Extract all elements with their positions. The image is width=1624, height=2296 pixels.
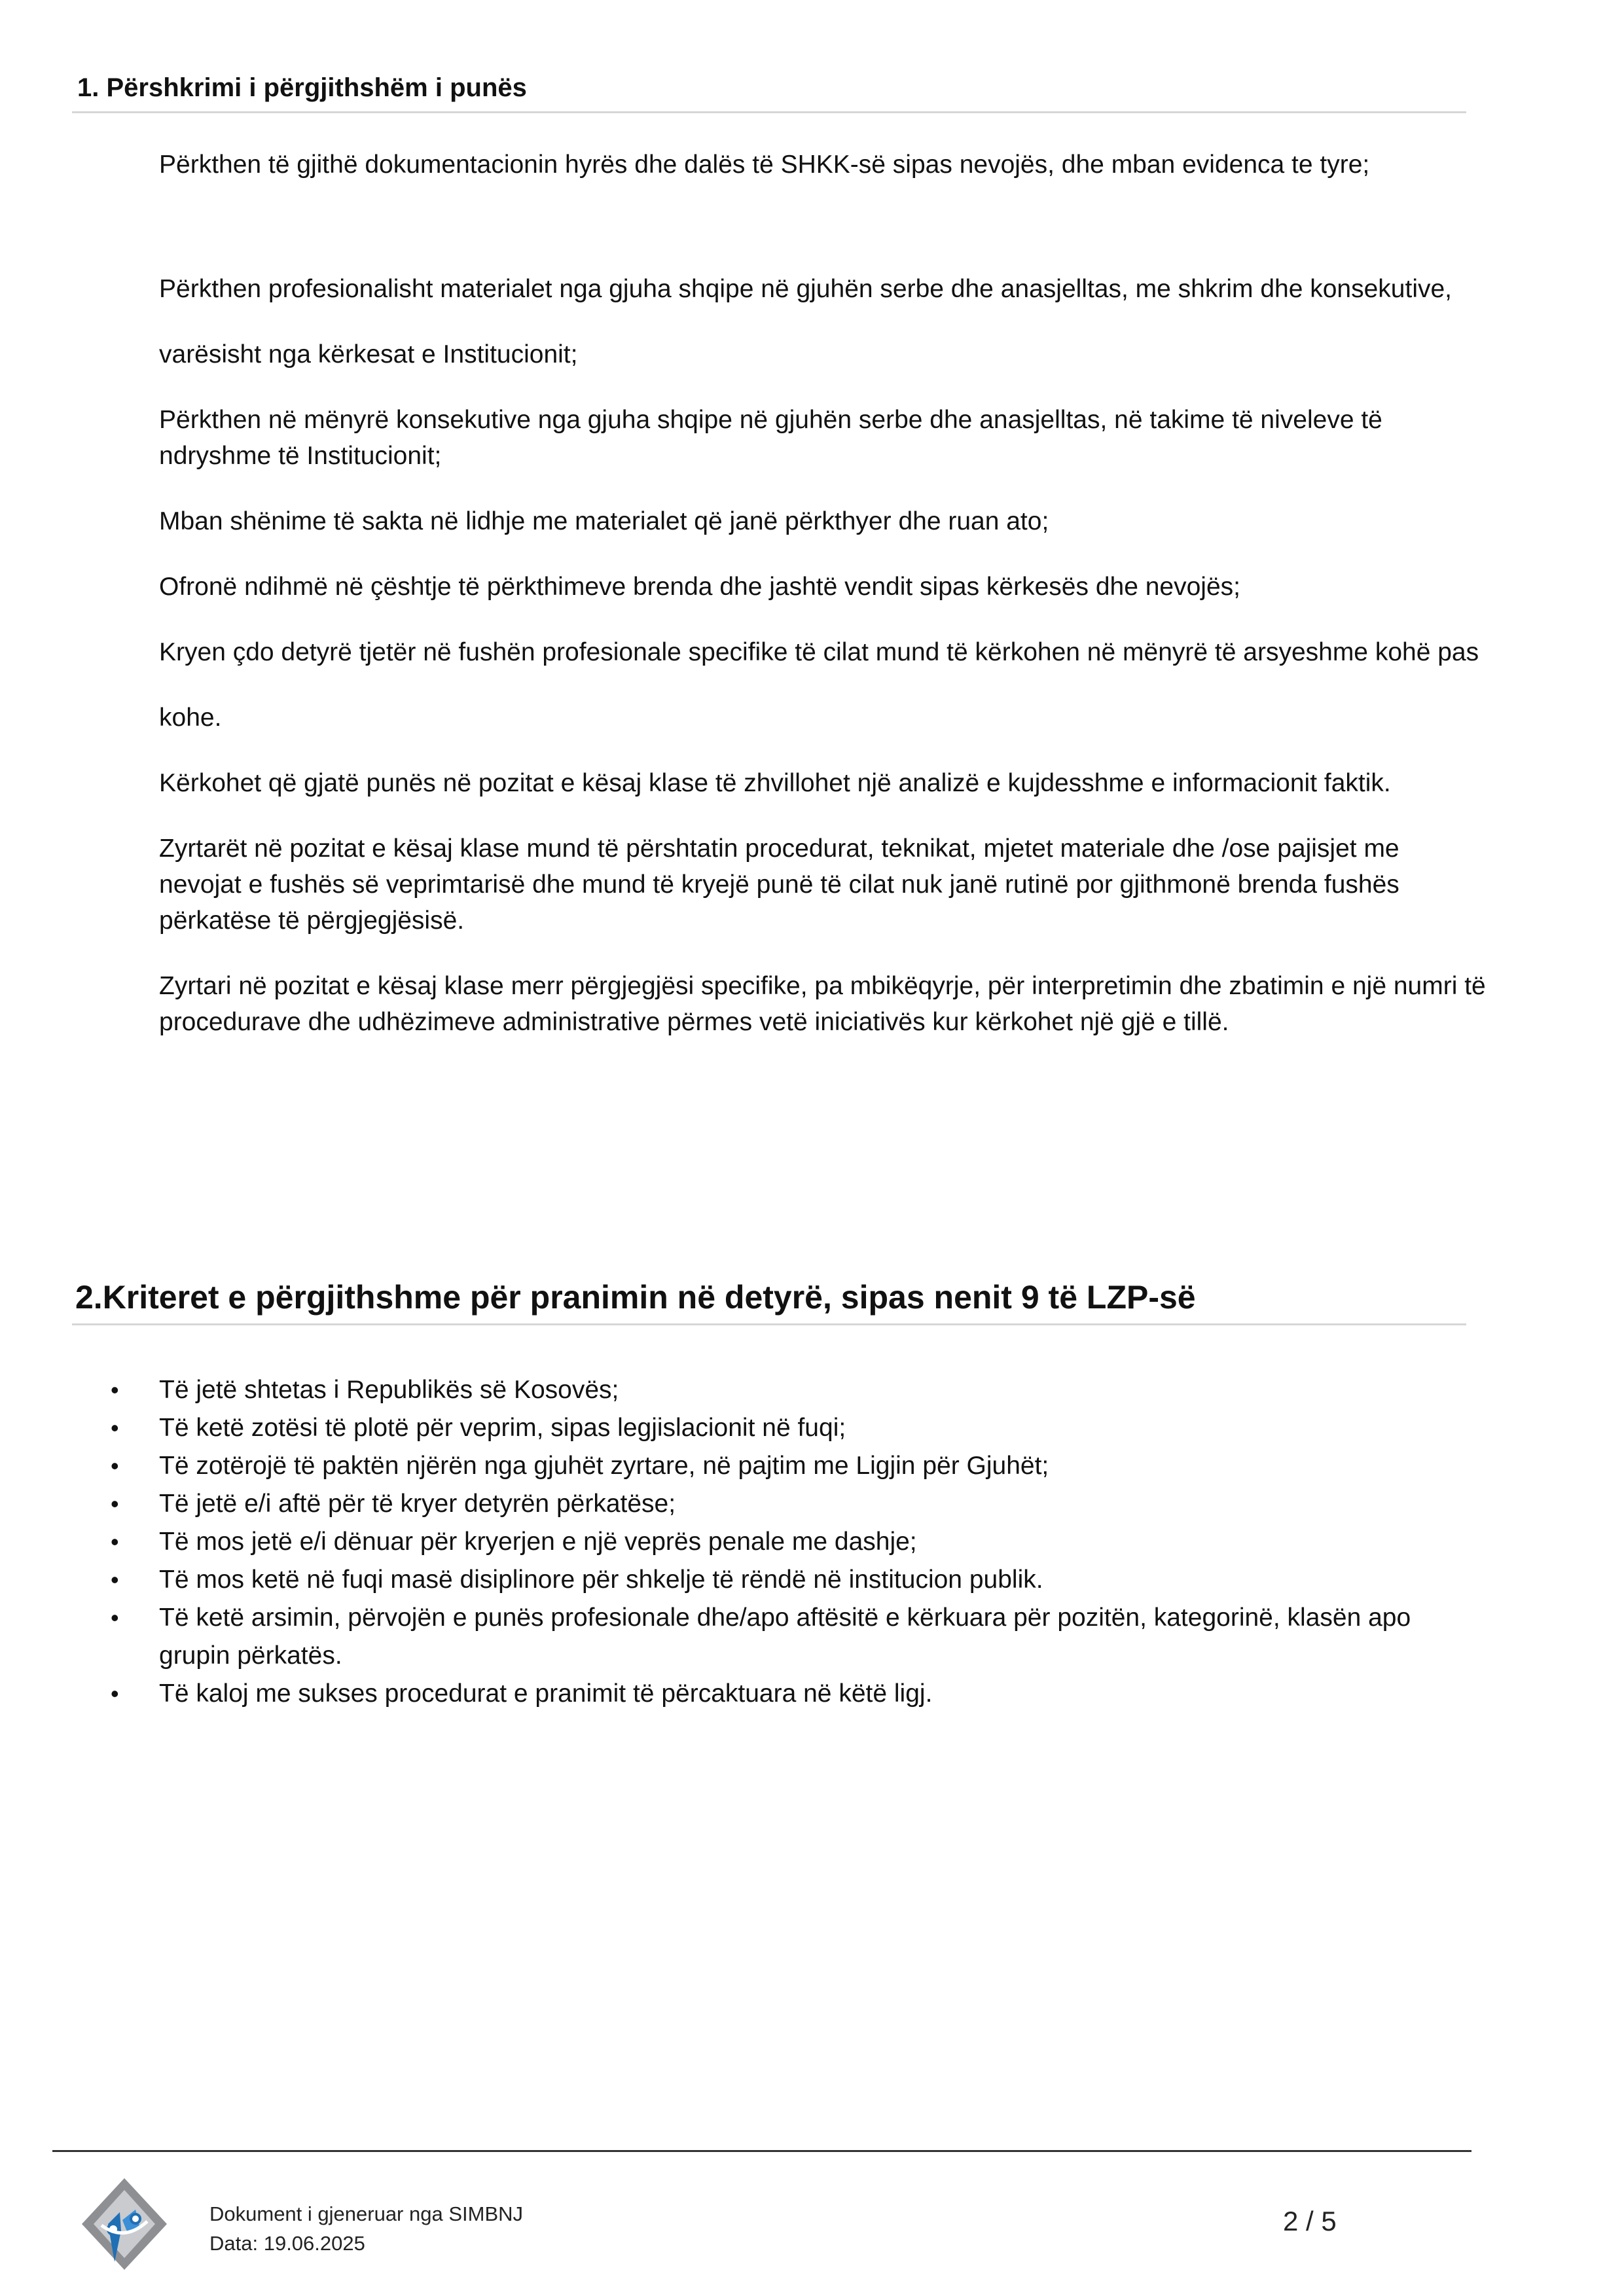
paragraph: varësisht nga kërkesat e Institucionit; (159, 340, 578, 368)
list-item-text: Të kaloj me sukses procedurat e pranimit të përcaktuara në këtë ligj. (159, 1679, 933, 1708)
section-2-title: 2.Kriteret e përgjithshme për pranimin në detyrë, sipas nenit 9 të LZP-së (75, 1279, 1196, 1316)
section-1-body (159, 147, 1488, 1069)
list-item-text: Të jetë e/i aftë për të kryer detyrën përkatëse; (159, 1490, 676, 1518)
section-1-divider (72, 111, 1466, 113)
criteria-list (111, 1371, 1488, 1713)
bullet-icon: • (111, 1528, 119, 1555)
section-1-title: 1. Përshkrimi i përgjithshëm i punës (77, 73, 527, 102)
simbnj-logo-icon (82, 2178, 167, 2270)
list-item (111, 1561, 1488, 1599)
list-item-text: Të mos jetë e/i dënuar për kryerjen e një veprës penale me dashje; (159, 1528, 917, 1556)
paragraph: Përkthen të gjithë dokumentacionin hyrës dhe dalës të SHKK-së sipas nevojës, dhe mban evidenca te tyre; (159, 151, 1370, 179)
footer-info (209, 2199, 523, 2258)
bullet-icon: • (111, 1680, 119, 1707)
paragraph: Ofronë ndihmë në çështje të përkthimeve brenda dhe jashtë vendit sipas kërkesës dhe nevojës; (159, 573, 1240, 601)
list-item (111, 1447, 1488, 1485)
list-item-text: Të mos ketë në fuqi masë disiplinore për shkelje të rëndë në institucion publik. (159, 1566, 1043, 1594)
list-item (111, 1523, 1488, 1561)
list-item (111, 1371, 1488, 1409)
list-item (111, 1599, 1488, 1675)
list-item-text: Të zotërojë të paktën njërën nga gjuhët zyrtare, në pajtim me Ligjin për Gjuhët; (159, 1452, 1049, 1480)
list-item-text: Të ketë zotësi të plotë për veprim, sipas legjislacionit në fuqi; (159, 1414, 846, 1442)
list-item (111, 1485, 1488, 1523)
list-item-text: Të ketë arsimin, përvojën e punës profesionale dhe/apo aftësitë e kërkuara për pozitën, kategorinë, klasën apo grupin përkatës. (159, 1604, 1411, 1670)
bullet-icon: • (111, 1490, 119, 1517)
list-item-text: Të jetë shtetas i Republikës së Kosovës; (159, 1376, 619, 1404)
bullet-icon: • (111, 1452, 119, 1479)
paragraph: Zyrtari në pozitat e kësaj klase merr përgjegjësi specifike, pa mbikëqyrje, për interpretimin dhe zbatimin e një numri të procedurave dhe udhëzimeve administrative përmes vetë iniciativës kur kërkohet një gjë e tillë. (159, 972, 1486, 1036)
bullet-icon: • (111, 1566, 119, 1593)
paragraph: kohe. (159, 704, 222, 732)
footer-divider (52, 2150, 1471, 2152)
list-item (111, 1675, 1488, 1713)
paragraph: Mban shënime të sakta në lidhje me materialet që janë përkthyer dhe ruan ato; (159, 507, 1049, 535)
paragraph: Përkthen në mënyrë konsekutive nga gjuha shqipe në gjuhën serbe dhe anasjelltas, në takime të niveleve të ndryshme të Institucionit; (159, 406, 1382, 470)
document-date: Data: 19.06.2025 (209, 2232, 365, 2255)
list-item (111, 1409, 1488, 1447)
generated-by-text: Dokument i gjeneruar nga SIMBNJ (209, 2202, 524, 2225)
page-number: 2 / 5 (1283, 2206, 1337, 2236)
bullet-icon: • (111, 1604, 119, 1631)
section-2-divider (72, 1323, 1466, 1325)
bullet-icon: • (111, 1414, 119, 1441)
paragraph: Zyrtarët në pozitat e kësaj klase mund të përshtatin procedurat, teknikat, mjetet materiale dhe /ose pajisjet me nevojat e fushës së veprimtarisë dhe mund të kryejë punë të cilat nuk janë rutinë por gjithmonë brenda fushës përkatëse të përgjegjësisë. (159, 834, 1399, 935)
paragraph: Kryen çdo detyrë tjetër në fushën profesionale specifike të cilat mund të kërkohen në mënyrë të arsyeshme kohë pas (159, 638, 1479, 666)
paragraph: Kërkohet që gjatë punës në pozitat e kësaj klase të zhvillohet një analizë e kujdesshme e informacionit faktik. (159, 769, 1391, 797)
bullet-icon: • (111, 1376, 119, 1403)
paragraph: Përkthen profesionalisht materialet nga gjuha shqipe në gjuhën serbe dhe anasjelltas, me shkrim dhe konsekutive, (159, 275, 1453, 303)
